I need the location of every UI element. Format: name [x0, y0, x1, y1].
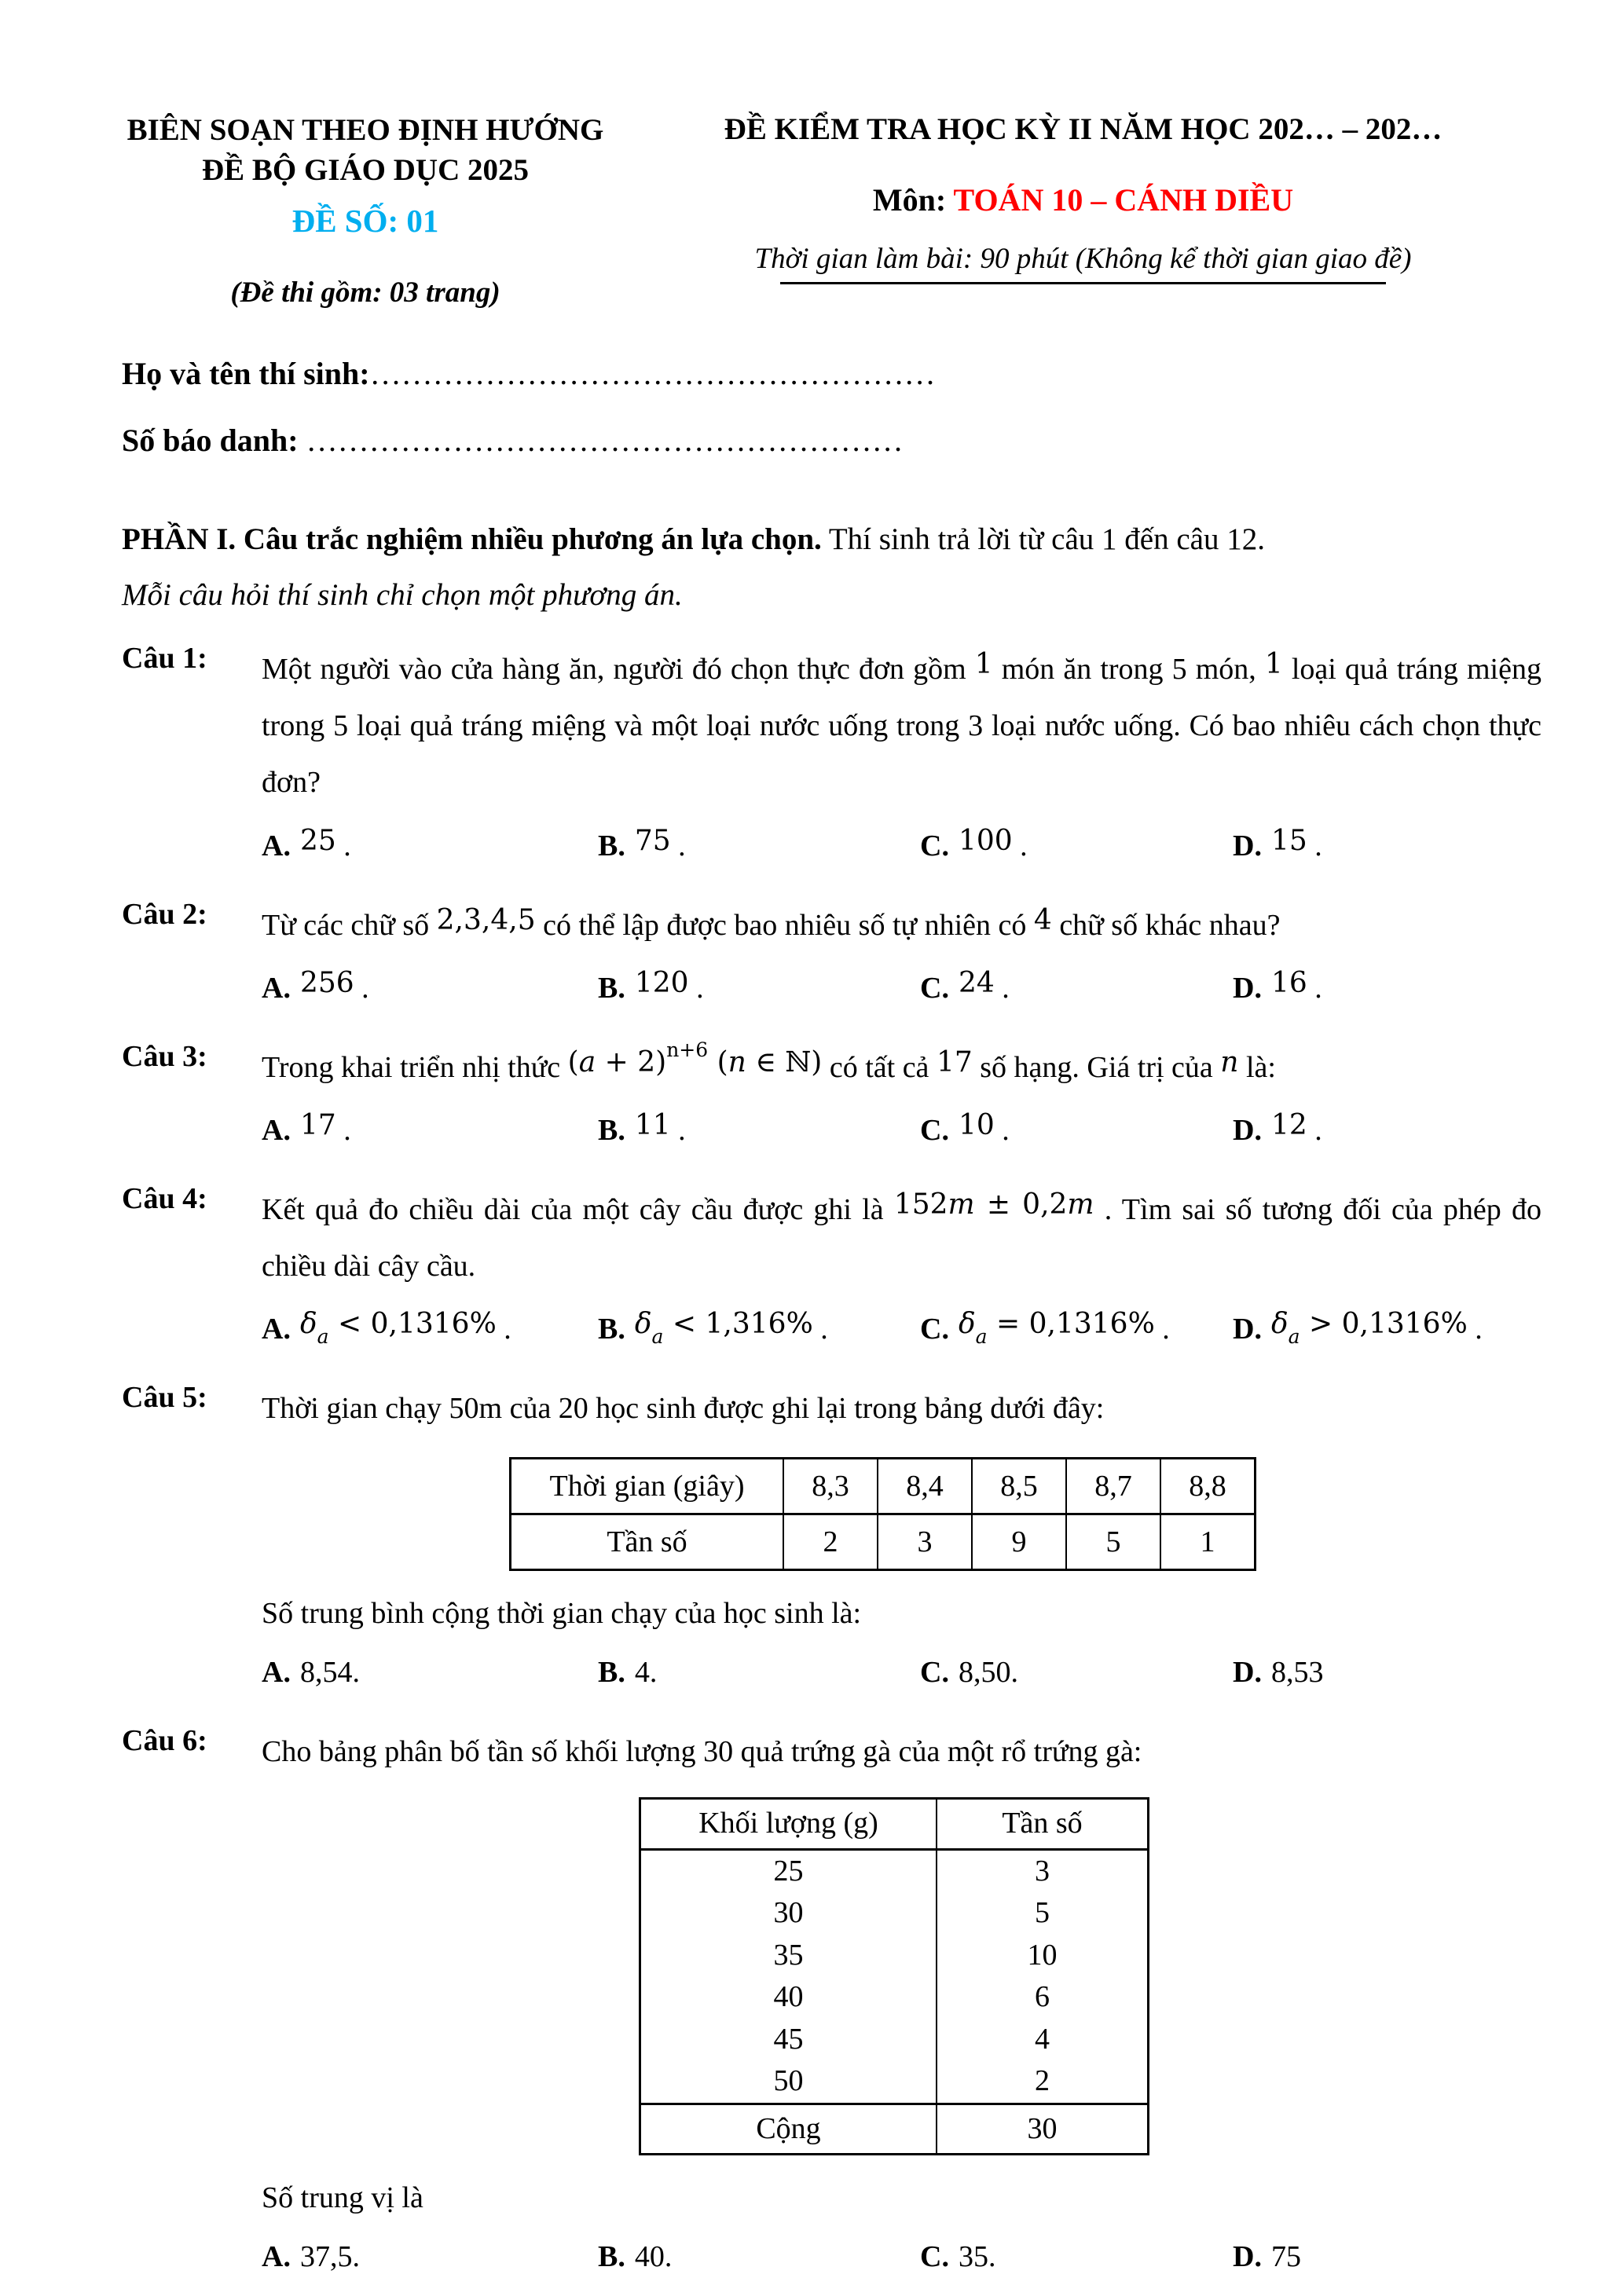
option-letter: B. — [598, 1113, 625, 1147]
question-4-option-b — [598, 1307, 920, 1352]
table-row — [640, 1892, 1149, 1935]
question-4-options — [262, 1307, 1542, 1352]
question-3-label: Câu 3: — [122, 1039, 207, 1073]
question-4 — [122, 1181, 1542, 1352]
student-name-line — [122, 355, 1542, 392]
question-6-option-c — [920, 2235, 1233, 2280]
table-cell: 2 — [783, 1514, 878, 1570]
table-row — [640, 2019, 1149, 2061]
question-1-text: Một người vào cửa hàng ăn, người đó chọn thực đơn gồm 1 món ăn trong 5 món, 1 loại quả tráng miệng trong 5 loại quả tráng miệng và một loại nước uống trong 3 loại nước uống. Có bao nhiêu cách chọn thực đơn? — [262, 647, 1542, 800]
student-id-dots: ………………………………………………… — [306, 422, 904, 458]
question-6-options — [262, 2235, 1542, 2280]
option-letter: C. — [920, 971, 949, 1005]
option-value: δa > 0,1316% . — [1270, 1308, 1483, 1349]
option-letter: D. — [1233, 2240, 1262, 2274]
table-cell: 3 — [878, 1514, 972, 1570]
question-4-text: Kết quả đo chiều dài của một cây cầu được ghi là 152m ± 0,2m . Tìm sai số tương đối của phép đo chiều dài cây cầu. — [262, 1188, 1542, 1283]
question-4-option-c — [920, 1307, 1233, 1352]
compiled-orientation-line2: ĐỀ BỘ GIÁO DỤC 2025 — [201, 153, 530, 188]
table-footer-cell: 30 — [937, 2104, 1149, 2155]
option-value: 75 — [1270, 2240, 1301, 2274]
question-3-option-b — [598, 1108, 920, 1153]
option-letter: A. — [262, 971, 291, 1005]
table-cell: 6 — [937, 1976, 1149, 2019]
question-1-option-b — [598, 824, 920, 869]
option-value: 11 . — [634, 1108, 686, 1147]
question-6-option-a — [262, 2235, 598, 2280]
option-letter: B. — [598, 829, 625, 862]
option-value: 24 . — [958, 966, 1010, 1005]
table-header-cell: Thời gian (giây) — [511, 1459, 784, 1514]
option-value: 12 . — [1270, 1108, 1322, 1147]
time-note: Thời gian làm bài: 90 phút (Không kể thời gian giao đề) — [754, 242, 1412, 275]
table-cell: 45 — [773, 2022, 804, 2056]
question-4-body — [262, 1181, 1542, 1352]
table-cell: 1 — [1160, 1514, 1256, 1570]
table-cell: 8,8 — [1160, 1459, 1256, 1514]
header-left-block — [122, 110, 609, 309]
question-2-text: Từ các chữ số 2,3,4,5 có thể lập được bao nhiêu số tự nhiên có 4 chữ số khác nhau? — [262, 903, 1281, 942]
part1-heading — [122, 522, 1542, 557]
table-row — [640, 2060, 1149, 2104]
option-value: 25 . — [299, 824, 351, 862]
part1-heading-bold: PHẦN I. Câu trắc nghiệm nhiều phương án lựa chọn. — [122, 522, 822, 556]
question-6-option-b — [598, 2235, 920, 2280]
table-cell: 9 — [972, 1514, 1066, 1570]
option-letter: C. — [920, 1656, 949, 1690]
table-row — [511, 1459, 1256, 1514]
question-5-body — [262, 1380, 1542, 1695]
option-value: 8,54. — [299, 1656, 360, 1690]
table-cell: 10 — [937, 1935, 1149, 1977]
option-value: δa < 1,316% . — [634, 1308, 828, 1349]
option-letter: B. — [598, 2240, 625, 2274]
question-2-body — [262, 897, 1542, 1011]
subject-name: TOÁN 10 – CÁNH DIỀU — [953, 181, 1294, 218]
question-1 — [122, 641, 1542, 869]
student-name-label: Họ và tên thí sinh: — [122, 355, 370, 391]
option-letter: C. — [920, 829, 949, 862]
table-cell: 25 — [773, 1854, 804, 1888]
question-1-label: Câu 1: — [122, 641, 207, 675]
option-value: 8,50. — [958, 1656, 1018, 1690]
table-header-cell: Tần số — [511, 1514, 784, 1570]
table-cell: 3 — [937, 1849, 1149, 1892]
question-6-frequency-table — [639, 1797, 1149, 2155]
exam-number: ĐỀ SỐ: 01 — [291, 202, 439, 239]
subject-label: Môn: — [872, 181, 954, 218]
question-5-frequency-table — [509, 1457, 1256, 1571]
table-cell: 8,7 — [1066, 1459, 1160, 1514]
exam-title: ĐỀ KIỂM TRA HỌC KỲ II NĂM HỌC 202… – 202… — [724, 112, 1443, 146]
part1-note: Mỗi câu hỏi thí sinh chỉ chọn một phương án. — [122, 577, 683, 612]
table-row — [640, 1976, 1149, 2019]
question-5-text: Thời gian chạy 50m của 20 học sinh được ghi lại trong bảng dưới đây: — [262, 1392, 1105, 1426]
question-1-option-a — [262, 824, 598, 869]
option-value: 120 . — [634, 966, 704, 1005]
question-3-option-c — [920, 1108, 1233, 1153]
option-letter: C. — [920, 1113, 949, 1147]
question-3-text: Trong khai triển nhị thức $(a + 2)^{n+6}$ (n ∈ ℕ) có tất cả 17 số hạng. Giá trị của n là: — [262, 1038, 1276, 1084]
question-3-option-d — [1233, 1108, 1542, 1153]
question-1-option-d — [1233, 824, 1542, 869]
option-letter: A. — [262, 829, 291, 862]
option-value: 8,53 — [1270, 1656, 1324, 1690]
option-letter: D. — [1233, 1656, 1262, 1690]
option-letter: D. — [1233, 1113, 1262, 1147]
part1-heading-rest: Thí sinh trả lời từ câu 1 đến câu 12. — [821, 522, 1265, 556]
pages-note: (Đề thi gồm: 03 trang) — [230, 276, 500, 309]
table-cell: 8,5 — [972, 1459, 1066, 1514]
option-letter: C. — [920, 2240, 949, 2274]
table-cell: 8,3 — [783, 1459, 878, 1514]
table-cell: 8,4 — [878, 1459, 972, 1514]
option-value: 75 . — [634, 824, 686, 862]
option-value: 37,5. — [299, 2240, 360, 2274]
question-6-label: Câu 6: — [122, 1724, 207, 1758]
question-3-options — [262, 1108, 1542, 1153]
option-letter: D. — [1233, 971, 1262, 1005]
table-cell: 35 — [773, 1938, 804, 1972]
option-letter: C. — [920, 1313, 949, 1346]
question-6 — [122, 1723, 1542, 2280]
question-2-option-a — [262, 966, 598, 1011]
table-cell: 5 — [1066, 1514, 1160, 1570]
option-value: 35. — [958, 2240, 996, 2274]
option-letter: B. — [598, 1313, 625, 1346]
question-2-option-d — [1233, 966, 1542, 1011]
option-value: δa = 0,1316% . — [958, 1308, 1170, 1349]
table-cell: 2 — [937, 2060, 1149, 2104]
table-footer-cell: Cộng — [640, 2104, 937, 2155]
question-1-option-c — [920, 824, 1233, 869]
table-cell: 30 — [773, 1896, 804, 1930]
question-5-option-b — [598, 1650, 920, 1695]
question-3-body — [262, 1039, 1542, 1153]
subject-line — [625, 181, 1542, 218]
question-6-option-d — [1233, 2235, 1542, 2280]
question-5-subtext: Số trung bình cộng thời gian chạy của học sinh là: — [262, 1597, 862, 1631]
option-value: δa < 0,1316% . — [299, 1308, 511, 1349]
option-letter: D. — [1233, 829, 1262, 862]
option-value: 16 . — [1270, 966, 1322, 1005]
table-row — [511, 1514, 1256, 1570]
student-id-label: Số báo danh: — [122, 422, 306, 458]
question-1-options — [262, 824, 1542, 869]
question-4-option-a — [262, 1307, 598, 1352]
option-value: 40. — [634, 2240, 673, 2274]
header-underline — [780, 282, 1385, 284]
student-id-line — [122, 422, 1542, 459]
question-2 — [122, 897, 1542, 1011]
question-3-option-a — [262, 1108, 598, 1153]
student-name-dots: ……………………………………………… — [369, 355, 936, 391]
question-1-body — [262, 641, 1542, 869]
table-row — [640, 2104, 1149, 2155]
option-value: 4. — [634, 1656, 658, 1690]
question-2-label: Câu 2: — [122, 897, 207, 931]
question-3 — [122, 1039, 1542, 1153]
exam-header — [122, 110, 1542, 309]
table-row — [640, 1935, 1149, 1977]
question-2-options — [262, 966, 1542, 1011]
header-right-block — [609, 110, 1542, 309]
question-4-option-d — [1233, 1307, 1542, 1352]
question-5 — [122, 1380, 1542, 1695]
question-6-text: Cho bảng phân bố tần số khối lượng 30 quả trứng gà của một rổ trứng gà: — [262, 1735, 1142, 1769]
student-info — [122, 355, 1542, 459]
question-5-option-d — [1233, 1650, 1542, 1695]
question-5-option-a — [262, 1650, 598, 1695]
option-value: 100 . — [958, 824, 1028, 862]
option-letter: A. — [262, 1313, 291, 1346]
question-6-subtext: Số trung vị là — [262, 2181, 423, 2215]
question-2-option-c — [920, 966, 1233, 1011]
option-value: 256 . — [299, 966, 369, 1005]
option-letter: D. — [1233, 1313, 1262, 1346]
option-value: 15 . — [1270, 824, 1322, 862]
question-5-label: Câu 5: — [122, 1381, 207, 1415]
question-4-label: Câu 4: — [122, 1181, 207, 1215]
question-2-option-b — [598, 966, 920, 1011]
option-letter: B. — [598, 1656, 625, 1690]
option-letter: A. — [262, 1113, 291, 1147]
option-value: 10 . — [958, 1108, 1010, 1147]
question-5-option-c — [920, 1650, 1233, 1695]
compiled-orientation-line1: BIÊN SOẠN THEO ĐỊNH HƯỚNG — [126, 113, 604, 147]
table-cell: 4 — [937, 2019, 1149, 2061]
question-6-body — [262, 1723, 1542, 2280]
table-cell: 40 — [773, 1980, 804, 2014]
table-row — [640, 1849, 1149, 1892]
table-row — [640, 1799, 1149, 1850]
table-header-cell: Tần số — [937, 1799, 1149, 1850]
table-cell: 50 — [773, 2064, 804, 2098]
option-letter: B. — [598, 971, 625, 1005]
table-cell: 5 — [937, 1892, 1149, 1935]
option-letter: A. — [262, 2240, 291, 2274]
option-letter: A. — [262, 1656, 291, 1690]
option-value: 17 . — [299, 1108, 351, 1147]
question-5-options — [262, 1650, 1542, 1695]
table-header-cell: Khối lượng (g) — [640, 1799, 937, 1850]
